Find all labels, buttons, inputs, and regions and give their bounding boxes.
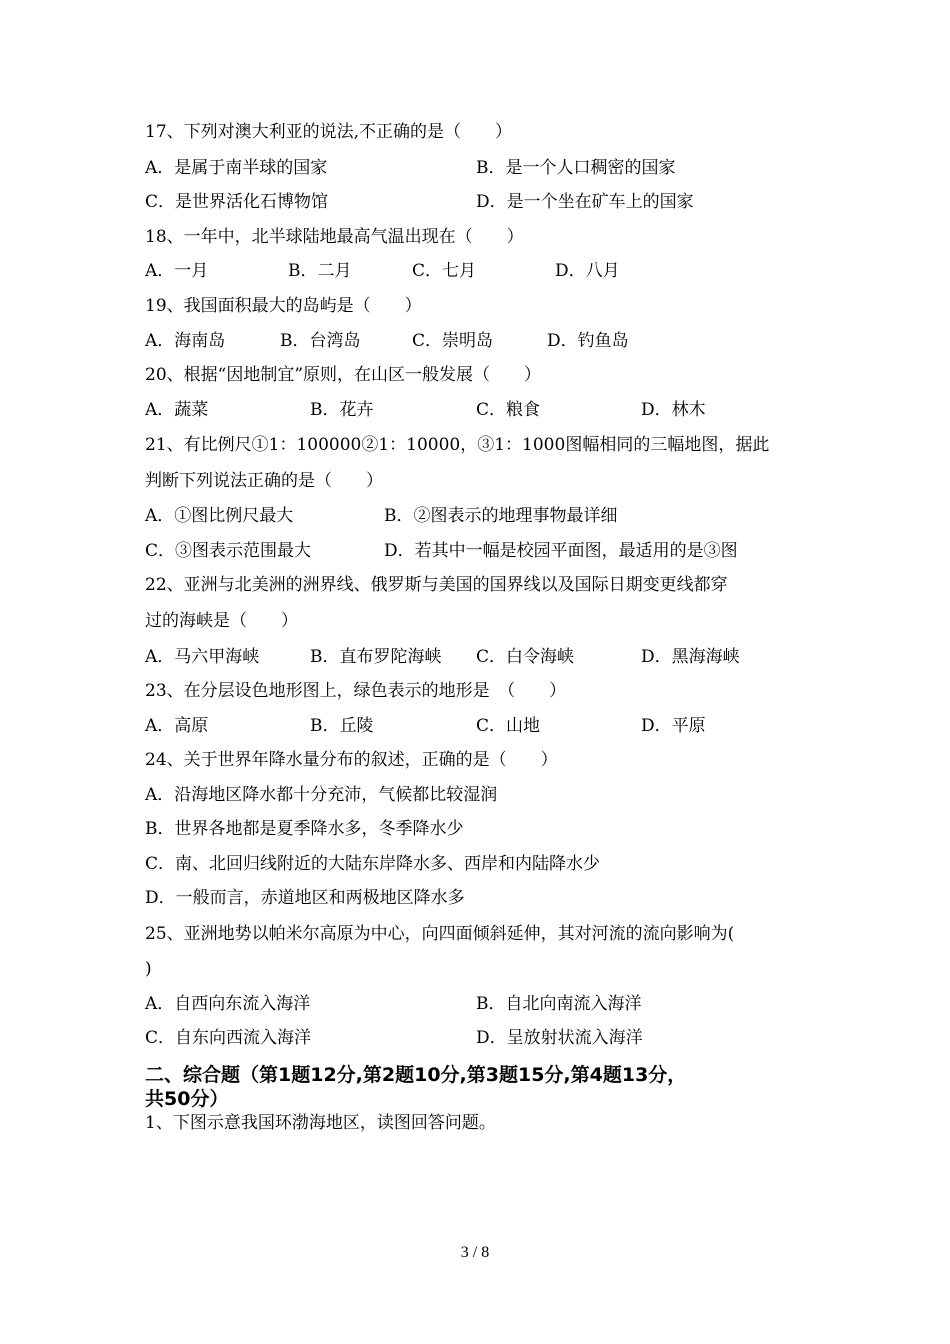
section-2-question-1: 1、下图示意我国环渤海地区，读图回答问题。 bbox=[145, 1113, 496, 1133]
question-19-stem: 19、我国面积最大的岛屿是（ ） bbox=[145, 296, 422, 316]
question-25-option-a: A．自西向东流入海洋 bbox=[145, 994, 311, 1014]
question-22-option-d: D．黑海海峡 bbox=[641, 647, 740, 667]
question-23-stem: 23、在分层设色地形图上，绿色表示的地形是 （ ） bbox=[145, 681, 567, 701]
question-21-option-b: B．②图表示的地理事物最详细 bbox=[384, 506, 618, 526]
question-23-option-b: B．丘陵 bbox=[310, 716, 374, 736]
question-22-option-a: A．马六甲海峡 bbox=[145, 647, 260, 667]
question-19-option-a: A．海南岛 bbox=[145, 331, 226, 351]
question-22-stem-line2: 过的海峡是（ ） bbox=[145, 611, 298, 631]
question-17-stem: 17、下列对澳大利亚的说法,不正确的是（ ） bbox=[145, 122, 513, 142]
question-21-stem-line1: 21、有比例尺①1：100000②1：10000，③1：1000图幅相同的三幅地图，据此 bbox=[145, 435, 770, 455]
question-22-option-b: B．直布罗陀海峡 bbox=[310, 647, 442, 667]
question-19-option-b: B．台湾岛 bbox=[280, 331, 361, 351]
question-17-option-c: C．是世界活化石博物馆 bbox=[145, 192, 329, 212]
question-24-option-c: C．南、北回归线附近的大陆东岸降水多、西岸和内陆降水少 bbox=[145, 854, 601, 874]
question-25-option-b: B．自北向南流入海洋 bbox=[476, 994, 642, 1014]
question-23-option-d: D．平原 bbox=[641, 716, 706, 736]
question-25-option-c: C．自东向西流入海洋 bbox=[145, 1028, 312, 1048]
question-21-option-a: A．①图比例尺最大 bbox=[145, 506, 294, 526]
question-24-option-b: B．世界各地都是夏季降水多，冬季降水少 bbox=[145, 819, 464, 839]
question-18-option-b: B．二月 bbox=[288, 261, 352, 281]
page-number: 3 / 8 bbox=[460, 1244, 490, 1261]
question-19-option-c: C．崇明岛 bbox=[412, 331, 494, 351]
question-25-stem-line2: ) bbox=[145, 959, 152, 979]
question-18-option-a: A．一月 bbox=[145, 261, 209, 281]
question-23-option-c: C．山地 bbox=[476, 716, 541, 736]
question-21-option-c: C．③图表示范围最大 bbox=[145, 541, 312, 561]
question-25-option-d: D．呈放射状流入海洋 bbox=[476, 1028, 643, 1048]
question-20-option-c: C．粮食 bbox=[476, 400, 541, 420]
question-24-option-a: A．沿海地区降水都十分充沛，气候都比较湿润 bbox=[145, 785, 498, 805]
question-21-option-d: D．若其中一幅是校园平面图，最适用的是③图 bbox=[384, 541, 738, 561]
question-17-option-d: D．是一个坐在矿车上的国家 bbox=[476, 192, 694, 212]
question-20-stem: 20、根据“因地制宜”原则，在山区一般发展（ ） bbox=[145, 365, 542, 385]
question-18-option-c: C．七月 bbox=[412, 261, 477, 281]
question-23-option-a: A．高原 bbox=[145, 716, 209, 736]
question-21-stem-line2: 判断下列说法正确的是（ ） bbox=[145, 471, 383, 491]
section-2-heading-line2: 共50分） bbox=[145, 1088, 229, 1110]
question-18-stem: 18、一年中，北半球陆地最高气温出现在（ ） bbox=[145, 227, 524, 247]
question-24-option-d: D．一般而言，赤道地区和两极地区降水多 bbox=[145, 888, 465, 908]
question-25-stem-line1: 25、亚洲地势以帕米尔高原为中心，向四面倾斜延伸，其对河流的流向影响为( bbox=[145, 924, 735, 944]
question-22-option-c: C．白令海峡 bbox=[476, 647, 575, 667]
question-17-option-a: A．是属于南半球的国家 bbox=[145, 158, 328, 178]
question-20-option-d: D．林木 bbox=[641, 400, 706, 420]
question-17-option-b: B．是一个人口稠密的国家 bbox=[476, 158, 676, 178]
question-18-option-d: D．八月 bbox=[555, 261, 620, 281]
question-24-stem: 24、关于世界年降水量分布的叙述，正确的是（ ） bbox=[145, 750, 558, 770]
question-20-option-a: A．蔬菜 bbox=[145, 400, 209, 420]
question-22-stem-line1: 22、亚洲与北美洲的洲界线、俄罗斯与美国的国界线以及国际日期变更线都穿 bbox=[145, 575, 728, 595]
question-20-option-b: B．花卉 bbox=[310, 400, 374, 420]
section-2-heading-line1: 二、综合题（第1题12分,第2题10分,第3题15分,第4题13分， bbox=[145, 1064, 687, 1086]
question-19-option-d: D．钓鱼岛 bbox=[547, 331, 629, 351]
